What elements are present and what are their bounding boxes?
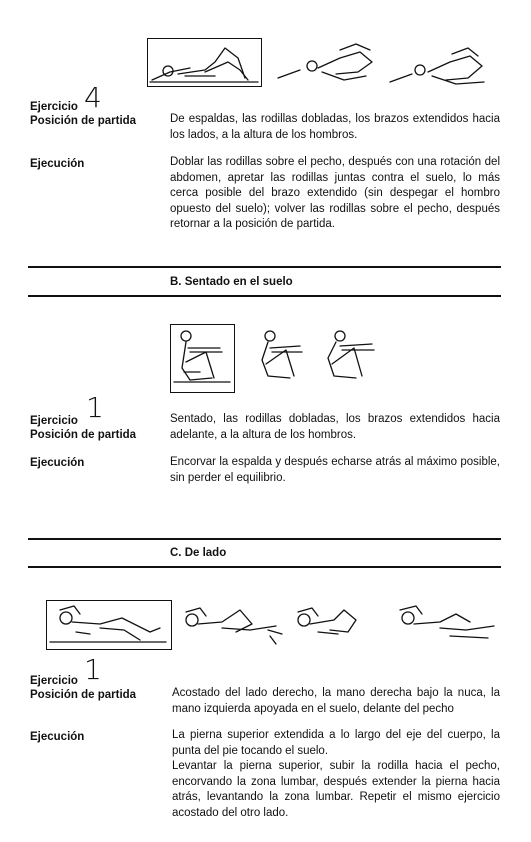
exercise-number: 1 (86, 391, 104, 424)
exercise-number: 4 (84, 81, 102, 114)
execution-text: Doblar las rodillas sobre el pecho, después con una rotación del abdomen, apretar las rodillas juntas contra el suelo, lo más cerca posible del brazo extendido (sin despegar el hombro opuesto del suelo); volver las rodillas sobre el pecho, después retornar a la posición de partida. (170, 156, 500, 230)
execution-text: Encorvar la espalda y después echarse atrás al máximo posible, sin perder el equilibrio. (170, 456, 500, 484)
execution-text-line-1: La pierna superior extendida a lo largo del eje del cuerpo, la punta del pie tocando el suelo. (172, 729, 500, 757)
execution-label: Ejecución (30, 731, 85, 743)
starting-position-label: Posición de partida (30, 115, 137, 127)
exercise-number: 1 (84, 653, 102, 686)
section-title: C. De lado (170, 547, 227, 559)
exercise-label: Ejercicio (30, 101, 78, 113)
exercise-label: Ejercicio (30, 415, 78, 427)
starting-position-label: Posición de partida (30, 689, 137, 701)
execution-text-line-2: Levantar la pierna superior, subir la rodilla hacia el pecho, encorvando la zona lumbar, después extender la pierna hacia atrás, levantando la zona lumbar. Repetir el mismo ejercicio acostado del otro lado. (172, 760, 500, 819)
starting-position-text: De espaldas, las rodillas dobladas, los brazos extendidos hacia los lados, a la altura de los hombros. (170, 113, 500, 141)
execution-text (172, 728, 500, 821)
exercise-label: Ejercicio (30, 675, 78, 687)
starting-position-text: Acostado del lado derecho, la mano derecha bajo la nuca, la mano izquierda apoyada en el suelo, delante del pecho (172, 687, 500, 715)
section-title: B. Sentado en el suelo (170, 276, 293, 288)
execution-label: Ejecución (30, 158, 85, 170)
starting-position-label: Posición de partida (30, 429, 137, 441)
starting-position-text: Sentado, las rodillas dobladas, los brazos extendidos hacia adelante, a la altura de los hombros. (170, 413, 500, 441)
execution-label: Ejecución (30, 457, 85, 469)
